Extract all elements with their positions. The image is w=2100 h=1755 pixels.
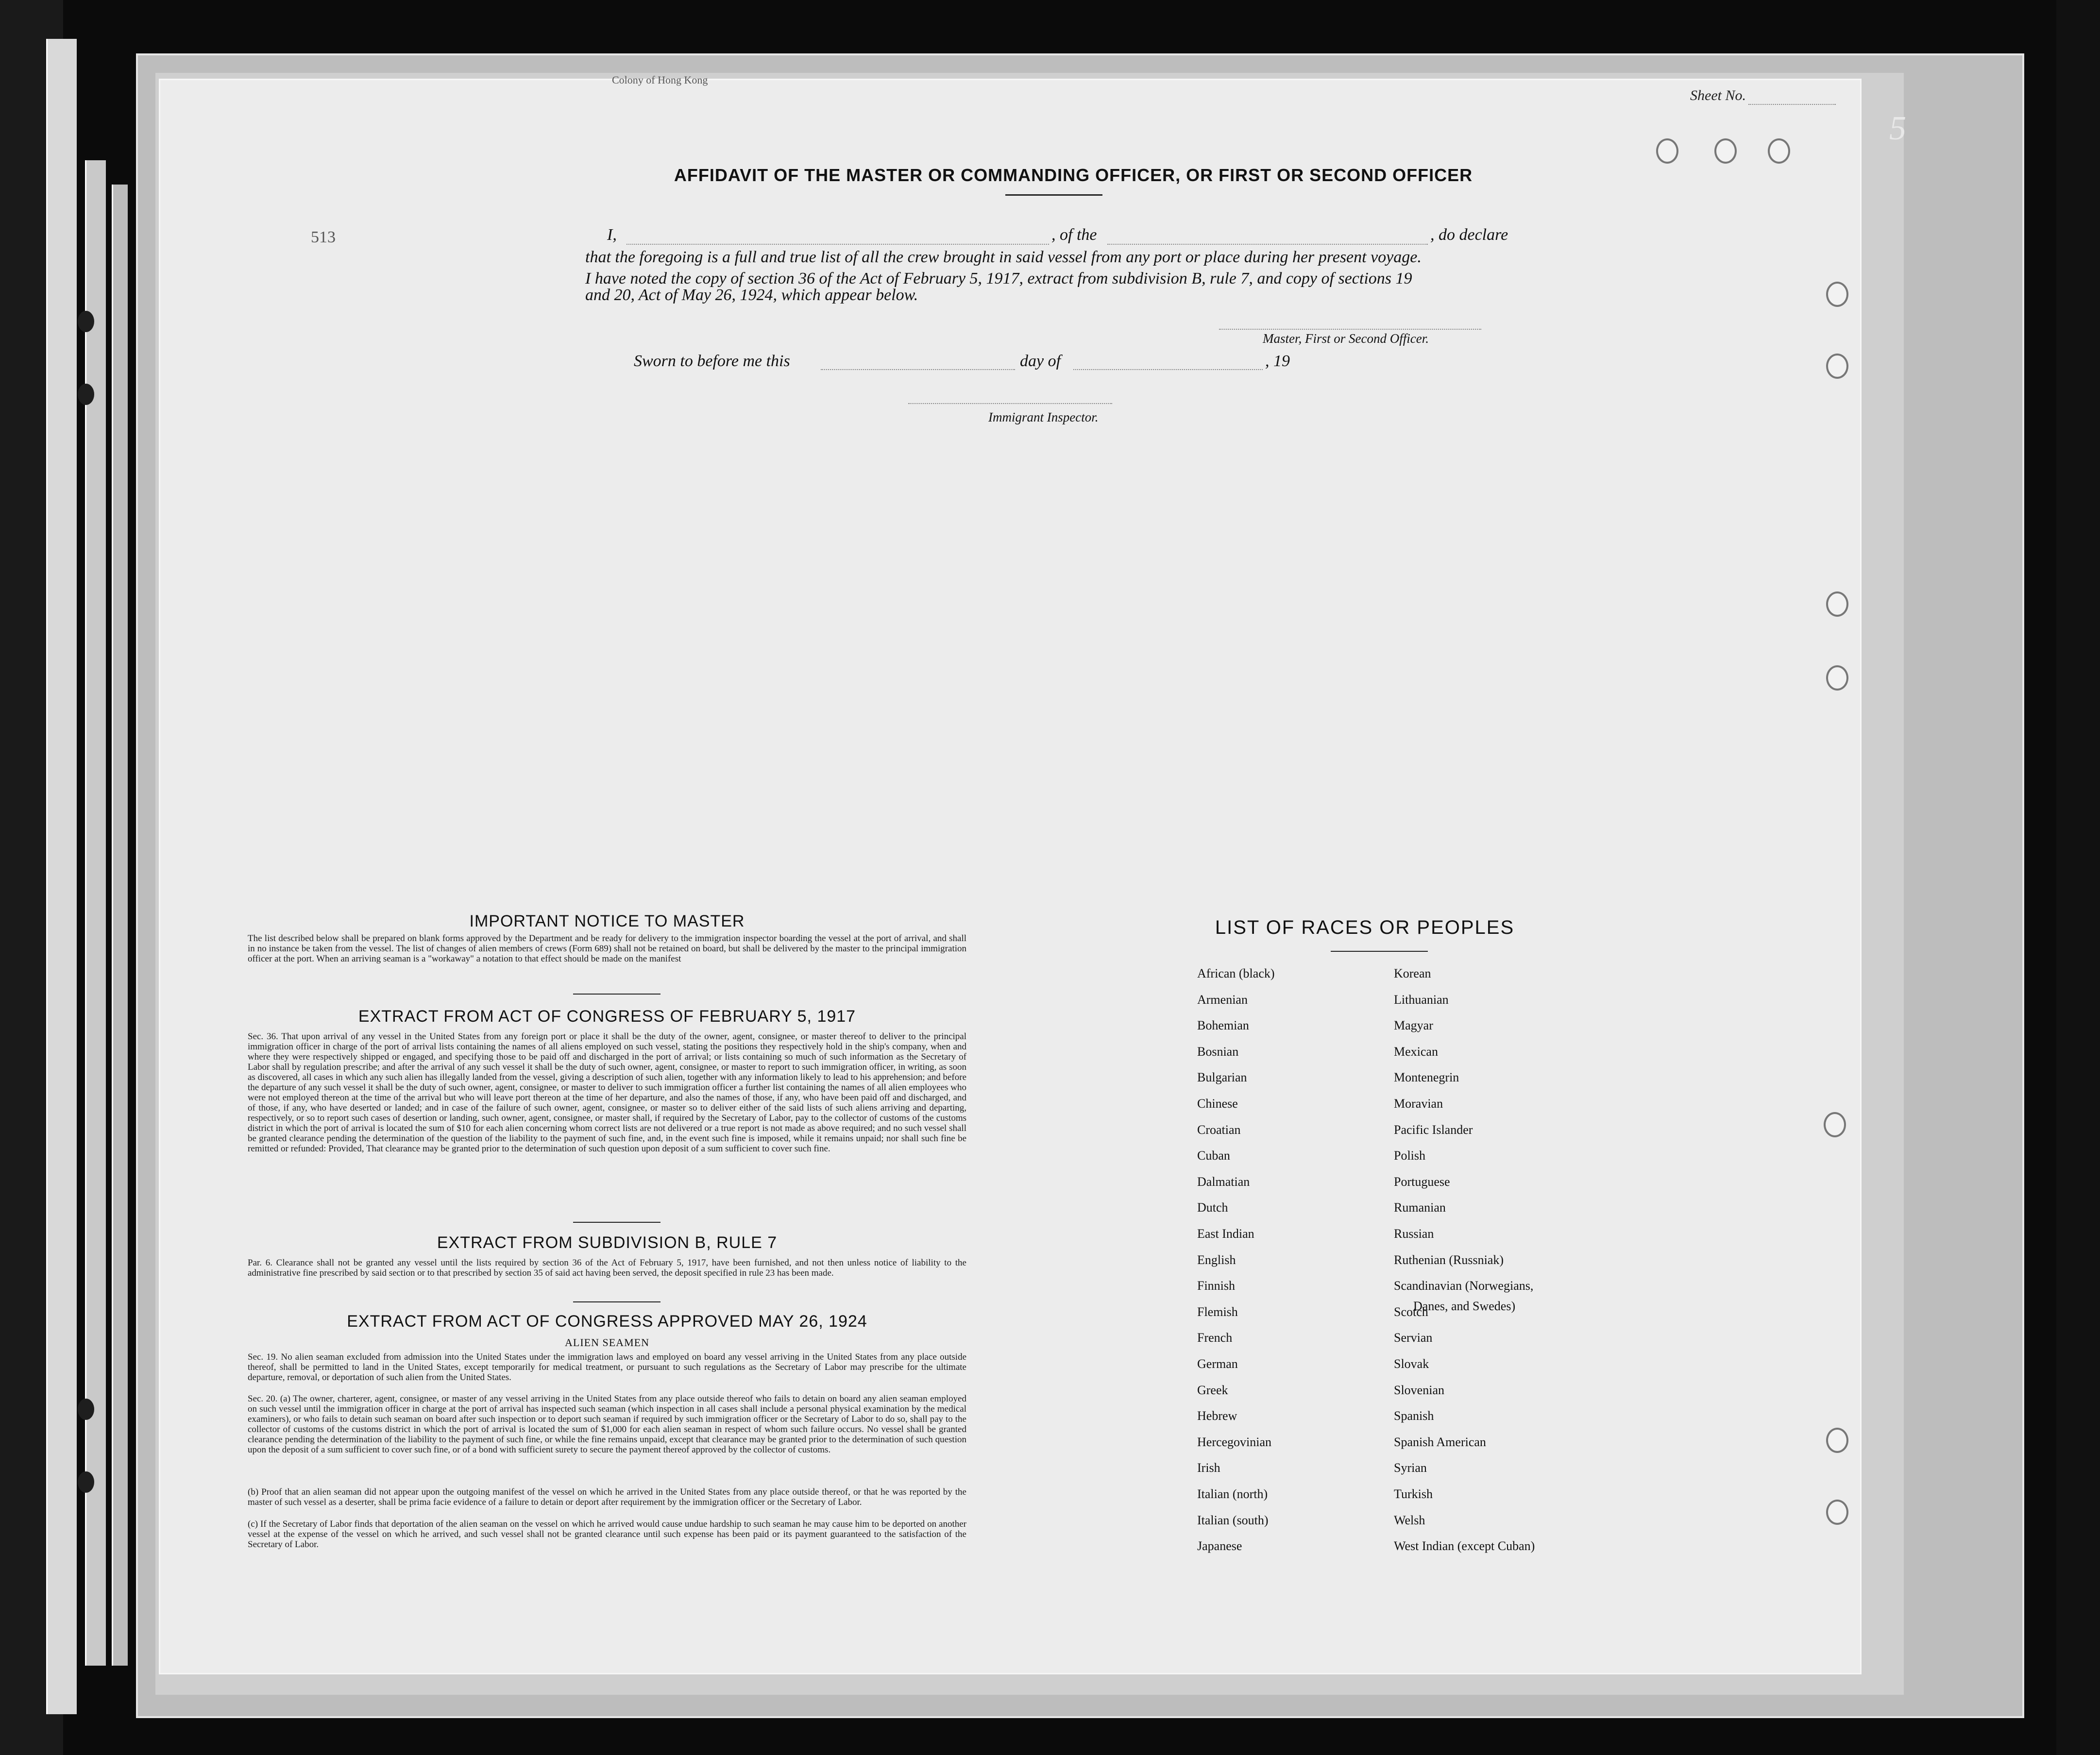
- peoples-item: Scandinavian (Norwegians,: [1394, 1279, 1534, 1293]
- peoples-item: Portuguese: [1394, 1174, 1450, 1189]
- affidavit-line-3: and 20, Act of May 26, 1924, which appear below.: [585, 286, 918, 304]
- divider: [573, 1301, 660, 1302]
- peoples-item: Armenian: [1197, 992, 1248, 1007]
- binder-right: [2056, 0, 2100, 1755]
- inspector-label: Immigrant Inspector.: [988, 410, 1099, 424]
- page-edge-strip: [112, 185, 128, 1666]
- peoples-item: Italian (north): [1197, 1487, 1268, 1501]
- name-field-line: [627, 243, 1049, 245]
- notice-text: The list described below shall be prepared on blank forms approved by the Department and be ready for delivery to the immigration inspector boarding the vessel at the port of arrival, and shall in no instance be taken from the vessel. The list of changes of alien members of crews (Form 689) shall not be retained on board, but shall be delivered by the master to the principal immigration officer at the port. When an arriving seaman is a "workaway" a notation to that effect should be made on the manifest: [248, 933, 966, 964]
- peoples-item: Polish: [1394, 1148, 1426, 1163]
- section-20b-text: (b) Proof that an alien seaman did not appear upon the outgoing manifest of the vessel on which he arrived in the United States from any place outside thereof, or that he was reported by the master of such vessel as a deserter, shall be prima facie evidence of a failure to detain or deport after requirement by the immigration officer or the Secretary of Labor.: [248, 1487, 966, 1507]
- affidavit-line-2: I have noted the copy of section 36 of the Act of February 5, 1917, extract from subdivision B, rule 7, and copy of sections 19: [585, 270, 1412, 287]
- section-20a-text: Sec. 20. (a) The owner, charterer, agent, consignee, or master of any vessel arriving in the United States from any place outside thereof who fails to detain on board any alien seaman employed on such vessel until the immigration officer in charge at the port of arrival has inspected such seaman (which inspection in all cases shall include a personal physical examination by the medical examiners), or who fails to detain such seaman on board after such inspection or to deport such seaman if required by such immigration officer or the Secretary of Labor to do so, shall pay to the collector of customs of the customs district in which the port of arrival is located the sum of $1,000 for each alien seaman in respect of whom such failure occurs. No vessel shall be granted clearance pending the determination of the liability to the payment of such fine, or while the fine remains unpaid, except that clearance may be granted prior to the determination of such question upon the deposit of a sum sufficient to cover such fine, or of a bond with sufficient surety to secure the payment thereof approved by the collector of customs.: [248, 1394, 966, 1455]
- peoples-item: Bulgarian: [1197, 1070, 1247, 1085]
- binder-hole: [78, 1471, 94, 1493]
- peoples-item: Magyar: [1394, 1018, 1433, 1033]
- binder-hole: [78, 1399, 94, 1420]
- section-19-text: Sec. 19. No alien seaman excluded from admission into the United States under the immigration laws and employed on board any vessel arriving in the United States from any place outside thereof, shall be permitted to land in the United States, except temporarily for medical treatment, or pursuant to such regulations as the Secretary of Labor may prescribe for the ultimate departure, removal, or deportation of such alien from the United States.: [248, 1352, 966, 1383]
- alien-seamen-subtitle: ALIEN SEAMEN: [565, 1336, 649, 1349]
- left-margin-number: 513: [311, 228, 336, 246]
- notice-title: IMPORTANT NOTICE TO MASTER: [469, 912, 745, 930]
- colony-label: Colony of Hong Kong: [612, 74, 708, 86]
- binder-hole: [1824, 1112, 1846, 1137]
- binder-hole: [1826, 282, 1848, 307]
- binder-hole: [1714, 138, 1737, 164]
- peoples-item: Servian: [1394, 1331, 1433, 1345]
- section-20c-text: (c) If the Secretary of Labor finds that deportation of the alien seaman on the vessel on which he arrived would cause undue hardship to such seaman he may cause him to be deported on another vessel at the expense of the vessel on which he arrived, and such vessel shall not be granted clearance until such expense has been paid or its payment guaranteed to the satisfaction of the Secretary of Labor.: [248, 1519, 966, 1550]
- signature-line: [1219, 328, 1481, 330]
- peoples-item: Hebrew: [1197, 1409, 1237, 1423]
- peoples-item: English: [1197, 1252, 1236, 1267]
- peoples-item: Korean: [1394, 966, 1431, 980]
- peoples-item: Chinese: [1197, 1097, 1238, 1111]
- peoples-item: Spanish American: [1394, 1434, 1486, 1449]
- peoples-item: Croatian: [1197, 1122, 1241, 1137]
- page-edge-strip: [46, 39, 77, 1714]
- divider: [573, 994, 660, 995]
- peoples-item: Cuban: [1197, 1148, 1230, 1163]
- affidavit-line-1: that the foregoing is a full and true list of all the crew brought in said vessel from any port or place during her present voyage.: [585, 248, 1422, 266]
- affidavit-i: I,: [607, 226, 617, 244]
- peoples-item: Moravian: [1394, 1097, 1443, 1111]
- peoples-item: Bosnian: [1197, 1044, 1239, 1059]
- peoples-item: Slovenian: [1394, 1383, 1444, 1397]
- peoples-item: Hercegovinian: [1197, 1434, 1272, 1449]
- peoples-item: Flemish: [1197, 1304, 1238, 1319]
- divider: [1331, 951, 1428, 952]
- peoples-item: French: [1197, 1331, 1233, 1345]
- peoples-item: Spanish: [1394, 1409, 1434, 1423]
- peoples-item: Slovak: [1394, 1357, 1429, 1371]
- extract-1917-text: Sec. 36. That upon arrival of any vessel in the United States from any foreign port or place it shall be the duty of the owner, agent, consignee, or master thereof to deliver to the principal immigration officer in charge of the port of arrival lists containing the names of all aliens employed on such vessel, stating the positions they respectively hold in the ship's company, when and where they were respectively shipped or engaged, and specifying those to be paid off and discharged in the port of arrival; or lists containing so much of such information as the Secretary of Labor shall by regulation prescribe; and after the arrival of any such vessel it shall be the duty of such owner, agent, consignee, or master to report to such immigration officer, in writing, as soon as discovered, all cases in which any such alien has illegally landed from the vessel, giving a description of such alien, together with any information likely to lead to his apprehension; and before the departure of any such vessel it shall be the duty of such owner, agent, consignee, or master to deliver to such immigration officer a further list containing the names of all alien employees who were not employed thereon at the time of the arrival but who will leave port thereon at the time of her departure, and also the names of those, if any, who have been paid off and discharged, and of those, if any, who have deserted or landed; and in case of the failure of such owner, agent, consignee, or master so to deliver either of the said lists of such aliens arriving and departing, respectively, or so to report such cases of desertion or landing, such owner, agent, consignee, or master shall, if required by the Secretary of Labor, pay to the collector of customs of the customs district in which the port of arrival is located the sum of $10 for each alien concerning whom correct lists are not delivered or a true report is not made as above required; and no such vessel shall be granted clearance pending the determination of the question of the liability to the payment of such fine, and, in the event such fine is imposed, while it remains unpaid; nor shall such fine be remitted or refunded: Provided, That clearance may be granted prior to the determination of such question upon deposit of a sum sufficient to cover such fine.: [248, 1031, 966, 1154]
- inspector-signature-line: [908, 402, 1112, 404]
- extract-1917-title: EXTRACT FROM ACT OF CONGRESS OF FEBRUARY 5, 1917: [358, 1007, 856, 1026]
- master-signature-label: Master, First or Second Officer.: [1263, 331, 1429, 346]
- vessel-field-line: [1107, 243, 1428, 245]
- peoples-item: Dutch: [1197, 1200, 1228, 1215]
- extract-rule7-title: EXTRACT FROM SUBDIVISION B, RULE 7: [437, 1233, 778, 1252]
- divider: [573, 1222, 660, 1223]
- peoples-item: Pacific Islander: [1394, 1122, 1473, 1137]
- binder-hole: [1826, 665, 1848, 691]
- peoples-item: Japanese: [1197, 1539, 1242, 1553]
- peoples-item: East Indian: [1197, 1227, 1254, 1241]
- binder-hole: [1826, 1428, 1848, 1453]
- sheet-no-line: [1748, 103, 1836, 105]
- sheet-number: 5: [1889, 110, 1906, 147]
- affidavit-do-declare: , do declare: [1430, 226, 1508, 244]
- peoples-item: Greek: [1197, 1383, 1228, 1397]
- affidavit-of-the: , of the: [1051, 226, 1097, 244]
- binder-hole: [1826, 591, 1848, 617]
- peoples-item: West Indian (except Cuban): [1394, 1539, 1535, 1553]
- peoples-item: Danes, and Swedes): [1413, 1299, 1516, 1313]
- binder-hole: [78, 384, 94, 405]
- peoples-item: Turkish: [1394, 1487, 1433, 1501]
- extract-rule7-text: Par. 6. Clearance shall not be granted any vessel until the lists required by section 36 of the Act of February 5, 1917, have been furnished, and not then unless notice of liability to the administrative fine prescribed by said section or to that prescribed by section 35 of said act having been served, the deposit specified in rule 23 has been made.: [248, 1258, 966, 1278]
- binder-hole: [1768, 138, 1790, 164]
- peoples-item: African (black): [1197, 966, 1275, 980]
- peoples-item: Welsh: [1394, 1513, 1425, 1527]
- peoples-item: Mexican: [1394, 1044, 1438, 1059]
- peoples-item: Dalmatian: [1197, 1174, 1250, 1189]
- peoples-item: Finnish: [1197, 1279, 1236, 1293]
- binder-hole: [1826, 1500, 1848, 1525]
- peoples-item: Ruthenian (Russniak): [1394, 1252, 1504, 1267]
- binder-hole: [1826, 354, 1848, 379]
- peoples-item: Bohemian: [1197, 1018, 1249, 1033]
- peoples-item: Lithuanian: [1394, 992, 1449, 1007]
- sworn-day-line: [821, 368, 1015, 370]
- sworn-month-line: [1073, 368, 1263, 370]
- title-underline: [1005, 194, 1102, 196]
- binder-hole: [1656, 138, 1678, 164]
- peoples-item: Russian: [1394, 1227, 1434, 1241]
- peoples-item: Italian (south): [1197, 1513, 1269, 1527]
- peoples-item: Montenegrin: [1394, 1070, 1459, 1085]
- sheet-no-label: Sheet No.: [1690, 87, 1746, 103]
- extract-1924-title: EXTRACT FROM ACT OF CONGRESS APPROVED MAY 26, 1924: [347, 1312, 867, 1331]
- year-label: , 19: [1265, 352, 1290, 370]
- peoples-item: Rumanian: [1394, 1200, 1446, 1215]
- day-of-label: day of: [1020, 352, 1061, 370]
- affidavit-title: AFFIDAVIT OF THE MASTER OR COMMANDING OFFICER, OR FIRST OR SECOND OFFICER: [674, 165, 1473, 185]
- peoples-item: Syrian: [1394, 1461, 1427, 1475]
- peoples-item: Scotch: [1394, 1304, 1428, 1319]
- peoples-title: LIST OF RACES OR PEOPLES: [1215, 917, 1515, 938]
- peoples-item: German: [1197, 1357, 1238, 1371]
- sworn-label: Sworn to before me this: [634, 352, 790, 370]
- binder-hole: [78, 311, 94, 332]
- peoples-item: Irish: [1197, 1461, 1220, 1475]
